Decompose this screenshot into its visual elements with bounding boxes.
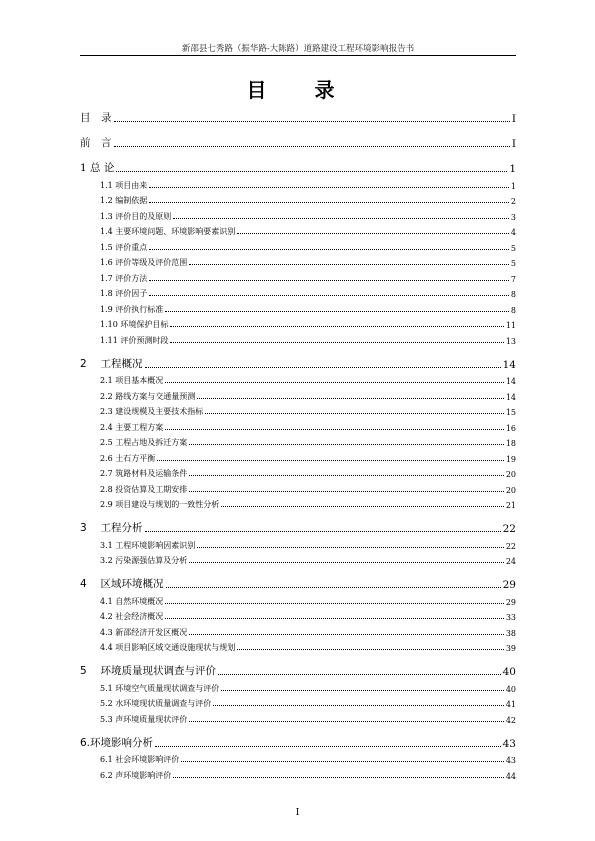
toc-leader-dots (165, 603, 504, 604)
toc-entry-label: 3.1 工程环境影响因素识别 (100, 540, 196, 550)
toc-entry-page: 43 (502, 737, 516, 750)
toc-leader-dots (145, 531, 501, 532)
toc-entry-label: 2.6 土石方平衡 (100, 453, 156, 463)
toc-leader-dots (189, 721, 504, 722)
toc-leader-dots (155, 746, 501, 747)
toc-leader-dots (149, 280, 509, 281)
toc-entry-page: 1 (509, 163, 516, 175)
toc-leader-dots (173, 218, 509, 219)
toc-leader-dots (221, 506, 504, 507)
toc-section-entry[interactable] (80, 268, 516, 284)
toc-entry-label: 4.4 项目影响区域交通设施现状与规划 (100, 643, 236, 652)
toc-entry-page: 3 (510, 212, 516, 222)
toc-leader-dots (197, 547, 504, 548)
toc-entry-page: 8 (510, 305, 516, 315)
toc-entry-label: 6.环境影响分析 (80, 736, 154, 749)
page-number: I (295, 808, 300, 818)
toc-entry-label: 5.3 声环境质量现状评价 (100, 714, 188, 724)
toc-chapter-entry[interactable] (80, 653, 516, 678)
toc-section-entry[interactable] (80, 386, 516, 402)
toc-entry-label: 2.3 建设规模及主要技术指标 (100, 407, 204, 416)
toc-section-entry[interactable] (80, 694, 516, 710)
toc-leader-dots (189, 475, 504, 476)
toc-entry-page: 33 (505, 613, 516, 622)
toc-entry-label: 5.2 水环境现状质量调查与评价 (100, 699, 212, 708)
toc-leader-dots (166, 587, 501, 588)
toc-entry-label: 1.7 评价方法 (100, 273, 148, 283)
toc-entry-page: 40 (505, 684, 516, 694)
toc-leader-dots (221, 690, 504, 691)
toc-leader-dots (197, 398, 504, 399)
toc-leader-dots (165, 382, 504, 383)
toc-section-entry[interactable] (80, 237, 516, 253)
toc-entry-page: 20 (505, 470, 516, 479)
toc-section-entry[interactable] (80, 765, 516, 781)
toc-chapter-entry[interactable] (80, 150, 516, 175)
toc-entry-page: 14 (505, 377, 516, 386)
toc-section-entry[interactable] (80, 495, 516, 511)
toc-leader-dots (237, 233, 509, 234)
toc-entry-label: 1.4 主要环境问题、环境影响要素识别 (100, 227, 236, 236)
toc-section-entry[interactable] (80, 433, 516, 449)
toc-entry-label: 1.6 评价等级及评价范围 (100, 258, 188, 267)
toc-entry-label: 2.9 项目建设与规划的一致性分析 (100, 500, 220, 509)
toc-entry-label: 4.3 新邵经济开发区概况 (100, 627, 188, 637)
toc-leader-dots (189, 264, 509, 265)
toc-entry-label: 1.2 编制依据 (100, 196, 148, 205)
toc-leader-dots (149, 249, 509, 250)
toc-section-entry[interactable] (80, 750, 516, 766)
toc-leader-dots (170, 342, 503, 343)
toc-leader-dots (165, 429, 504, 430)
toc-entry-label: 2.4 主要工程方案 (100, 422, 164, 432)
toc-leader-dots (181, 761, 504, 762)
toc-leader-dots (149, 187, 509, 188)
toc-entry-page: 5 (510, 259, 516, 268)
toc-leader-dots (189, 444, 504, 445)
toc-entry-page: 13 (505, 336, 516, 346)
toc-entry-page: 11 (505, 321, 516, 330)
toc-entry-label: 5.1 环境空气质量现状调查与评价 (100, 683, 220, 693)
toc-section-entry[interactable] (80, 709, 516, 725)
toc-section-entry[interactable] (80, 330, 516, 346)
table-of-contents (80, 100, 516, 781)
toc-entry-page: 1 (510, 181, 516, 191)
toc-chapter-entry[interactable] (80, 100, 516, 125)
toc-entry-page: 5 (510, 243, 516, 253)
toc-entry-page: 18 (505, 439, 516, 448)
toc-entry-page: 40 (502, 666, 516, 678)
toc-entry-label: 2.1 项目基本概况 (100, 376, 164, 385)
toc-entry-page: 29 (502, 579, 516, 591)
toc-entry-page: 42 (505, 715, 516, 725)
toc-section-entry[interactable] (80, 448, 516, 464)
toc-entry-page: 38 (505, 628, 516, 638)
toc-entry-label: 3.2 污染源强估算及分析 (100, 556, 188, 565)
toc-leader-dots (114, 146, 510, 147)
toc-leader-dots (170, 326, 503, 327)
toc-chapter-entry[interactable] (80, 566, 516, 591)
toc-entry-label: 1.1 项目由来 (100, 180, 148, 190)
toc-entry-page: 43 (505, 756, 516, 765)
toc-section-entry[interactable] (80, 464, 516, 480)
toc-entry-label: 1.3 评价目的及原则 (100, 211, 172, 221)
toc-section-entry[interactable] (80, 299, 516, 315)
toc-leader-dots (173, 777, 504, 778)
toc-section-entry[interactable] (80, 284, 516, 300)
toc-entry-page: 2 (510, 197, 516, 206)
toc-leader-dots (116, 171, 507, 172)
toc-entry-label: 1.5 评价重点 (100, 242, 148, 252)
toc-entry-page: 19 (505, 454, 516, 464)
toc-entry-page: 7 (510, 274, 516, 284)
toc-section-entry[interactable] (80, 206, 516, 222)
toc-section-entry[interactable] (80, 591, 516, 607)
toc-section-entry[interactable] (80, 551, 516, 567)
toc-section-entry[interactable] (80, 315, 516, 331)
toc-leader-dots (157, 460, 504, 461)
toc-entry-page: 14 (505, 392, 516, 402)
toc-entry-page: 29 (505, 597, 516, 607)
toc-entry-page: 22 (502, 523, 516, 535)
toc-entry-label: 1.8 评价因子 (100, 289, 148, 298)
toc-leader-dots (218, 674, 501, 675)
toc-entry-page: 41 (505, 700, 516, 709)
toc-entry-page: 20 (505, 485, 516, 495)
toc-leader-dots (149, 295, 509, 296)
toc-leader-dots (165, 618, 504, 619)
toc-entry-label: 1.9 评价执行标准 (100, 304, 164, 314)
toc-leader-dots (237, 649, 504, 650)
toc-entry-page: 8 (510, 290, 516, 299)
toc-leader-dots (165, 311, 509, 312)
toc-entry-label: 2.7 筑路材料及运输条件 (100, 469, 188, 478)
toc-section-entry[interactable] (80, 253, 516, 269)
toc-leader-dots (213, 705, 504, 706)
toc-leader-dots (145, 367, 501, 368)
toc-entry-label: 6.1 社会环境影响评价 (100, 755, 180, 764)
toc-leader-dots (149, 202, 509, 203)
toc-chapter-entry[interactable] (80, 725, 516, 750)
toc-section-entry[interactable] (80, 371, 516, 387)
toc-section-entry[interactable] (80, 402, 516, 418)
toc-section-entry[interactable] (80, 191, 516, 207)
toc-entry-page: 15 (505, 408, 516, 417)
toc-entry-page: 39 (505, 644, 516, 653)
toc-entry-page: I (511, 113, 516, 125)
toc-entry-page: 16 (505, 423, 516, 433)
toc-entry-label: 3 工程分析 (80, 522, 143, 534)
toc-leader-dots (114, 121, 510, 122)
toc-entry-page: 44 (505, 771, 516, 781)
toc-entry-label: 4.1 自然环境概况 (100, 596, 164, 606)
toc-entry-label: 1.10 环境保护目标 (100, 320, 169, 329)
toc-section-entry[interactable] (80, 479, 516, 495)
header-rule (80, 55, 516, 56)
toc-section-entry[interactable] (80, 535, 516, 551)
toc-chapter-entry[interactable] (80, 346, 516, 371)
toc-section-entry[interactable] (80, 622, 516, 638)
toc-chapter-entry[interactable] (80, 125, 516, 150)
toc-section-entry[interactable] (80, 222, 516, 238)
toc-entry-label: 5 环境质量现状调查与评价 (80, 665, 217, 677)
toc-entry-page: 22 (505, 541, 516, 551)
toc-entry-label: 1.11 评价预测时段 (100, 335, 169, 345)
toc-entry-page: I (511, 138, 516, 150)
running-header: 新邵县七秀路（振华路-大陈路）道路建设工程环境影响报告书 (181, 44, 415, 54)
toc-entry-label: 2 工程概况 (80, 357, 143, 370)
toc-entry-page: 21 (505, 501, 516, 510)
toc-entry-label: 4 区域环境概况 (80, 578, 164, 590)
toc-entry-page: 24 (505, 557, 516, 566)
toc-entry-label: 2.8 投资估算及工期安排 (100, 484, 188, 494)
toc-entry-label: 1 总 论 (80, 162, 115, 174)
toc-entry-label: 前 言 (80, 137, 112, 149)
toc-entry-label: 2.5 工程占地及拆迁方案 (100, 438, 188, 447)
toc-chapter-entry[interactable] (80, 510, 516, 535)
toc-leader-dots (189, 562, 504, 563)
toc-section-entry[interactable] (80, 678, 516, 694)
toc-entry-page: 14 (502, 358, 516, 371)
toc-section-entry[interactable] (80, 607, 516, 623)
toc-section-entry[interactable] (80, 638, 516, 654)
toc-leader-dots (189, 491, 504, 492)
toc-entry-label: 2.2 路线方案与交通量预测 (100, 391, 196, 401)
toc-section-entry[interactable] (80, 175, 516, 191)
toc-leader-dots (205, 413, 504, 414)
toc-section-entry[interactable] (80, 417, 516, 433)
toc-entry-page: 4 (510, 228, 516, 237)
page-title: 目 录 (246, 78, 349, 102)
toc-entry-label: 4.2 社会经济概况 (100, 612, 164, 621)
toc-entry-label: 6.2 声环境影响评价 (100, 770, 172, 780)
toc-entry-label: 目 录 (80, 112, 112, 124)
toc-leader-dots (189, 634, 504, 635)
